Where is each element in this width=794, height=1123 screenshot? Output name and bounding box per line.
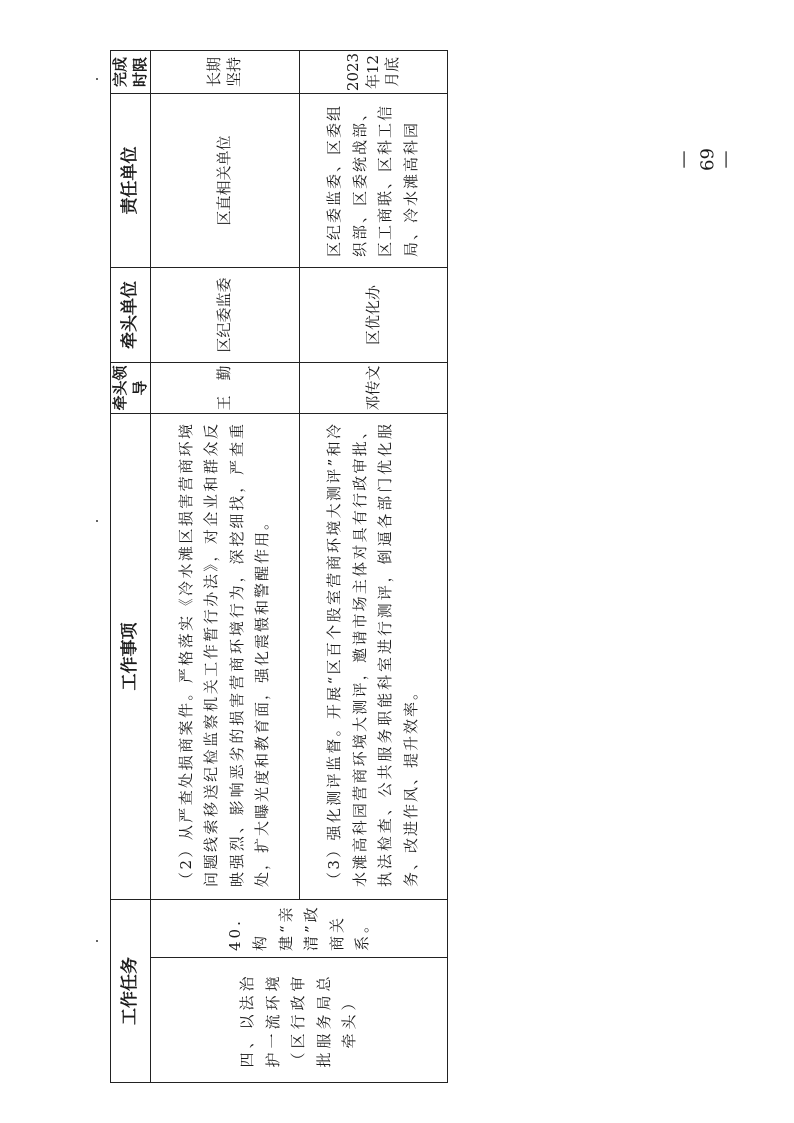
- header-leader: 牵头领导: [111, 363, 151, 414]
- task-sub-cell: [151, 900, 448, 958]
- resp-unit-cell: 区纪委监委、区委组织部、区委统战部、区工商联、区科工信局、冷水滩高科园: [299, 94, 448, 268]
- lead-unit-cell: 区纪委监委: [151, 268, 300, 363]
- item-cell: （3）强化测评监督。开展“区百个股室营商环境大测评”和冷水滩高科园营商环境大测评，邀请市场主体对具有行政审批、执法检查、公共服务职能科室进行测评，倒逼各部门优化服务、改进作风、提升效率。: [299, 414, 448, 900]
- header-resp-unit: 责任单位: [111, 94, 151, 268]
- table-header-row: [111, 51, 151, 1083]
- leader-cell: 邓传文: [299, 363, 448, 414]
- scan-speck: [96, 940, 98, 942]
- leader-cell: 王 勤: [151, 363, 300, 414]
- table-row: [151, 51, 300, 1083]
- resp-unit-cell: 区直相关单位: [151, 94, 300, 268]
- header-task: 工作任务: [111, 900, 151, 1083]
- task-main-cell: [151, 958, 448, 1083]
- page-number: — 69 —: [674, 148, 738, 171]
- item-cell: （2）从严查处损商案件。严格落实《冷水滩区损害营商环境问题线索移送纪检监察机关工作暂行办法》，对企业和群众反映强烈、影响恶劣的损害营商环境行为，深挖细找，严查重处，扩大曝光度和教育面，强化震慑和警醒作用。: [151, 414, 300, 900]
- rotated-table-wrapper: [110, 51, 448, 1083]
- header-item: 工作事项: [111, 414, 151, 900]
- scan-speck: [96, 78, 98, 80]
- task-sub-text: 40. 构建“亲清”政商关系。: [225, 904, 371, 951]
- task-main-text: 四、以法治护一流环境（区行政审批服务局总牵头）: [238, 972, 359, 1068]
- deadline-cell: 2023年12月底: [299, 51, 448, 94]
- lead-unit-cell: 区优化办: [299, 268, 448, 363]
- work-task-table: [110, 50, 448, 1083]
- deadline-cell: 长期坚持: [151, 51, 300, 94]
- header-lead-unit: 牵头单位: [111, 268, 151, 363]
- scan-speck: [96, 520, 98, 522]
- header-deadline: 完成时限: [111, 51, 151, 94]
